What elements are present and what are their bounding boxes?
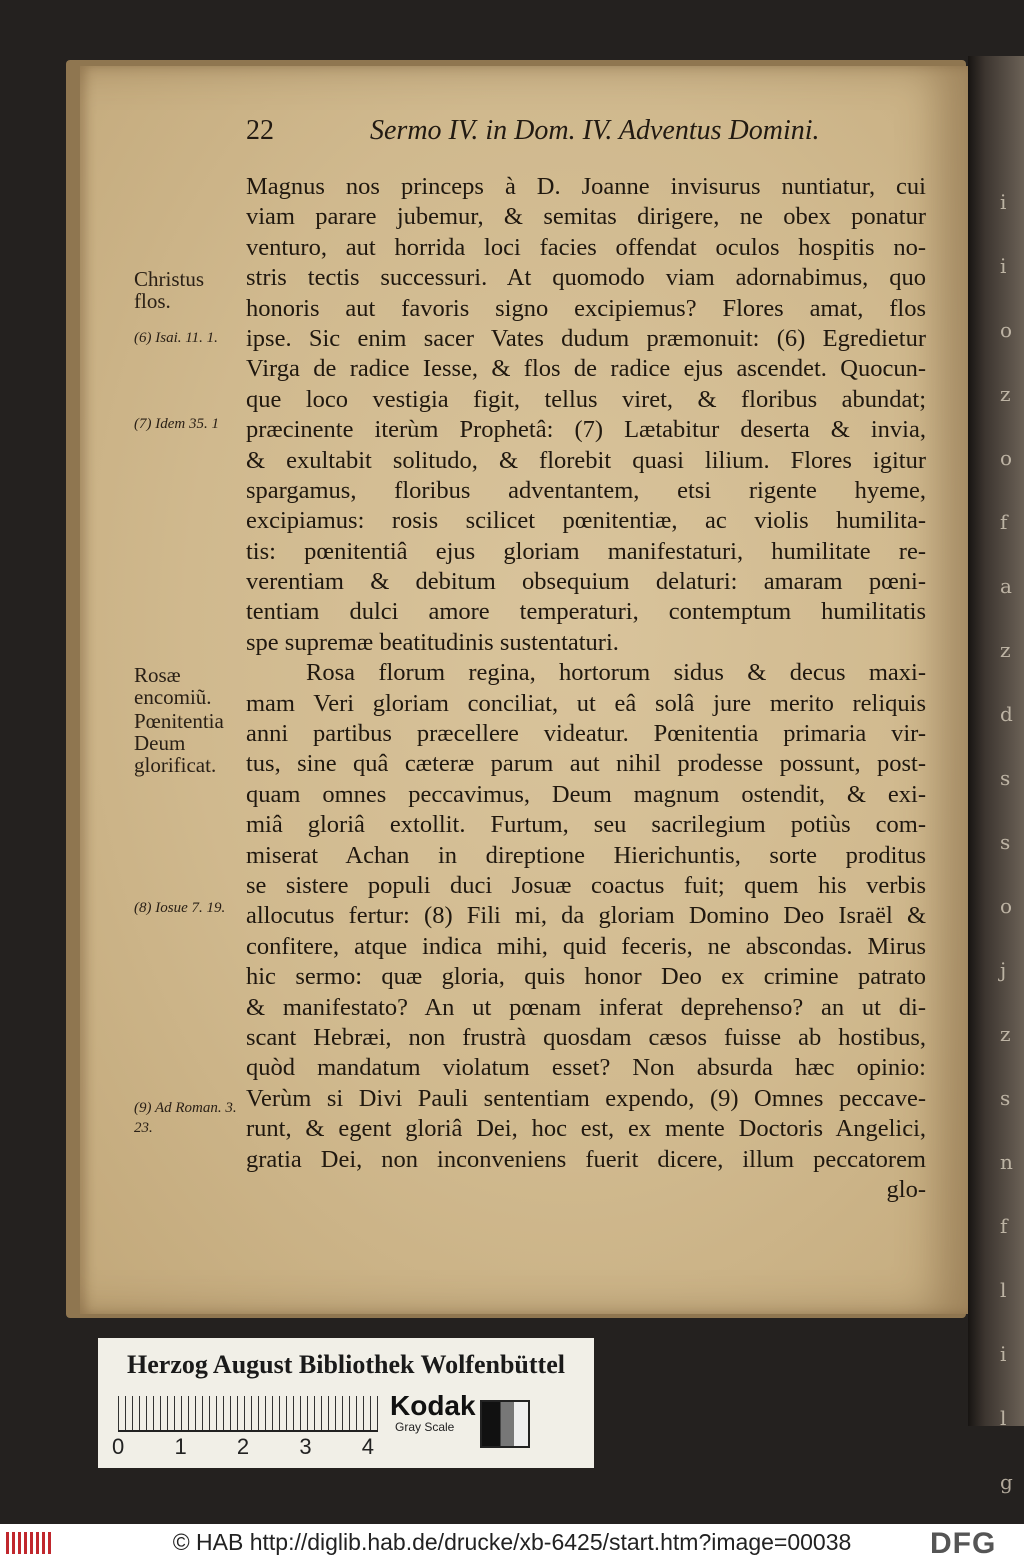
text-line-content: honoris aut favoris signo excipiemus? Flores amat, flos [246,294,926,322]
text-line [246,749,926,779]
text-line-content: que loco vestigia figit, tellus viret, & floribus abundat; [246,385,926,413]
text-line-content: Rosa florum regina, hortorum sidus & decus maxi- [306,659,926,687]
text-line [246,537,926,567]
ruler-number: 1 [174,1434,187,1459]
edge-letter: s [1000,766,1011,790]
text-line [246,1114,926,1144]
text-line-content: tentiam dulci amore temperaturi, contemptum humilitatis [246,598,926,626]
text-line [246,415,926,445]
edge-letter: i [1000,1342,1007,1366]
ruler-numbers [112,1434,374,1462]
text-line [246,628,926,658]
text-line [246,932,926,962]
text-line [246,658,926,688]
edge-letter: f [1000,1214,1008,1238]
text-line-content: verentiam & debitum obsequium delaturi: amaram pœni- [246,568,926,596]
ruler-number: 2 [236,1434,250,1459]
text-line-content: Magnus nos princeps à D. Joanne invisurus nuntiatur, cui [246,173,926,200]
text-line [246,1084,926,1114]
text-line-content: anni partibus præcellere videatur. Pœnitentia primaria vir- [246,720,926,748]
text-line-content: & manifestato? An ut pœnam inferat deprehenso? an ut di- [246,993,926,1021]
margin-note-ref8: (8) Iosue 7. 19. [134,900,226,916]
text-line [246,263,926,293]
footer-url[interactable]: © HAB http://diglib.hab.de/drucke/xb-6425/start.htm?image=00038 [172,1529,852,1555]
text-line-content: scant Hebræi, non frustrà quosdam cæsos fuisse ab hostibus, [246,1023,926,1051]
edge-letter: i [1000,190,1007,214]
text-line [246,476,926,506]
margin-note-ref6: (6) Isai. 11. 1. [134,330,218,346]
text-line-content: Verùm si Divi Pauli sententiam expendo, (9) Omnes peccave- [246,1084,926,1112]
scale-ruler [118,1396,378,1432]
text-line [246,385,926,415]
text-line-content: se sistere populi duci Josuæ coactus fuit; quem his verbis [246,871,926,899]
page-number: 22 [246,115,274,146]
text-line [246,506,926,536]
edge-letter: i [1000,254,1007,278]
ruler-number: 3 [299,1434,312,1459]
text-line-content: venturo, aut horrida loci facies offendat oculos hospitis no- [246,233,926,261]
text-line [246,202,926,232]
text-line [246,993,926,1023]
text-line-content: præcinente iterùm Prophetâ: (7) Lætabitur deserta & invia, [246,416,926,444]
catchword: glo- [886,1175,926,1203]
kodak-subtitle: Gray Scale [395,1420,455,1434]
color-calibration-card [98,1338,594,1468]
edge-letter: s [1000,830,1011,854]
text-line [246,446,926,476]
text-line-content: stris tectis successuri. At quomodo viam adornabimus, quo [246,264,926,292]
edge-letter: f [1000,510,1008,534]
text-line [246,1145,926,1175]
text-line-content: Virga de radice Iesse, & flos de radice ejus ascendet. Quocun- [246,355,926,383]
margin-note-rosae: Rosæ encomiũ. [134,663,212,709]
footer-bar [0,1524,1024,1563]
edge-letter: l [1000,1406,1007,1430]
text-line-content: ipse. Sic enim sacer Vates dudum præmonuit: (6) Egredietur [246,324,926,352]
kodak-logo: Kodak [390,1390,476,1421]
edge-letter: a [1000,574,1012,598]
text-line-content: & exultabit solitudo, & florebit quasi lilium. Flores igitur [246,446,926,474]
text-line-content: miserat Achan in direptione Hierichuntis, sorte proditus [246,841,926,869]
running-head-title: Sermo IV. in Dom. IV. Adventus Domini. [370,115,820,146]
catchword-line [246,1175,926,1205]
edge-letter: g [1000,1470,1013,1494]
ruler-number: 4 [361,1434,374,1459]
edge-letter: z [1000,382,1011,406]
text-line [246,324,926,354]
margin-note-christus: Christus flos. [134,267,205,313]
text-line [246,1023,926,1053]
text-line-content: tus, sine quâ cæteræ parum aut nihil prodesse possunt, post- [246,750,926,778]
edge-letter: o [1000,446,1013,470]
margin-note-poenitentia: Pœnitentia Deum glorificat. [134,709,224,777]
text-line [246,233,926,263]
dfg-logo: DFG [930,1527,997,1560]
text-line-content: spargamus, floribus adventantem, etsi rigente hyeme, [246,476,926,504]
text-line [246,689,926,719]
edge-letter: d [1000,702,1013,726]
text-line-content: confitere, atque indica mihi, quid feceris, ne abscondas. Mirus [246,932,926,960]
text-line [246,810,926,840]
text-line-content: runt, & egent gloriâ Dei, hoc est, ex mente Doctoris Angelici, [246,1115,926,1143]
edge-letter: z [1000,638,1011,662]
edge-letter: j [1000,958,1007,982]
body-text [246,172,926,1205]
text-line [246,567,926,597]
text-line [246,871,926,901]
text-line [246,962,926,992]
next-page-edge-text [1000,170,1024,1514]
text-line-content: tis: pœnitentiâ ejus gloriam manifestaturi, humilitate re- [246,537,926,565]
edge-letter: s [1000,1086,1011,1110]
text-line-content: spe supremæ beatitudinis sustentaturi. [246,628,619,656]
edge-letter: z [1000,1022,1011,1046]
text-line [246,901,926,931]
text-line [246,172,926,202]
text-line-content: allocutus fertur: (8) Fili mi, da gloriam Domino Deo Israël & [246,902,926,930]
edge-letter: o [1000,894,1013,918]
text-line [246,841,926,871]
text-line [246,597,926,627]
text-line-content: miâ gloriâ extollit. Furtum, seu sacrilegium potiùs com- [246,811,926,839]
margin-note-ref7: (7) Idem 35. 1 [134,416,219,432]
text-line-content: excipiamus: rosis scilicet pœnitentiæ, ac violis humilita- [246,507,926,535]
edge-letter: l [1000,1278,1007,1302]
text-line-content: quam omnes peccavimus, Deum magnum ostendit, & exi- [246,780,926,808]
grayscale-patch [480,1400,530,1448]
text-line-content: quòd mandatum violatum esset? Non absurda hæc opinio: [246,1054,926,1082]
text-line [246,780,926,810]
text-line-content: hic sermo: quæ gloria, quis honor Deo ex crimine patrato [246,963,926,991]
text-line-content: viam parare jubemur, & semitas dirigere, ne obex ponatur [246,203,926,231]
edge-letter: o [1000,318,1013,342]
text-line [246,354,926,384]
margin-note-ref9: (9) Ad Roman. 3. 23. [134,1100,237,1136]
text-line-content: mam Veri gloriam conciliat, ut eâ solâ jure merito reliquis [246,689,926,717]
text-line [246,719,926,749]
text-line-content: gratia Dei, non inconveniens fuerit dicere, illum peccatorem [246,1145,926,1173]
ruler-number: 0 [112,1434,125,1459]
library-name: Herzog August Bibliothek Wolfenbüttel [127,1350,565,1379]
text-line [246,294,926,324]
edge-letter: n [1000,1150,1013,1174]
running-head [246,115,846,155]
text-line [246,1053,926,1083]
